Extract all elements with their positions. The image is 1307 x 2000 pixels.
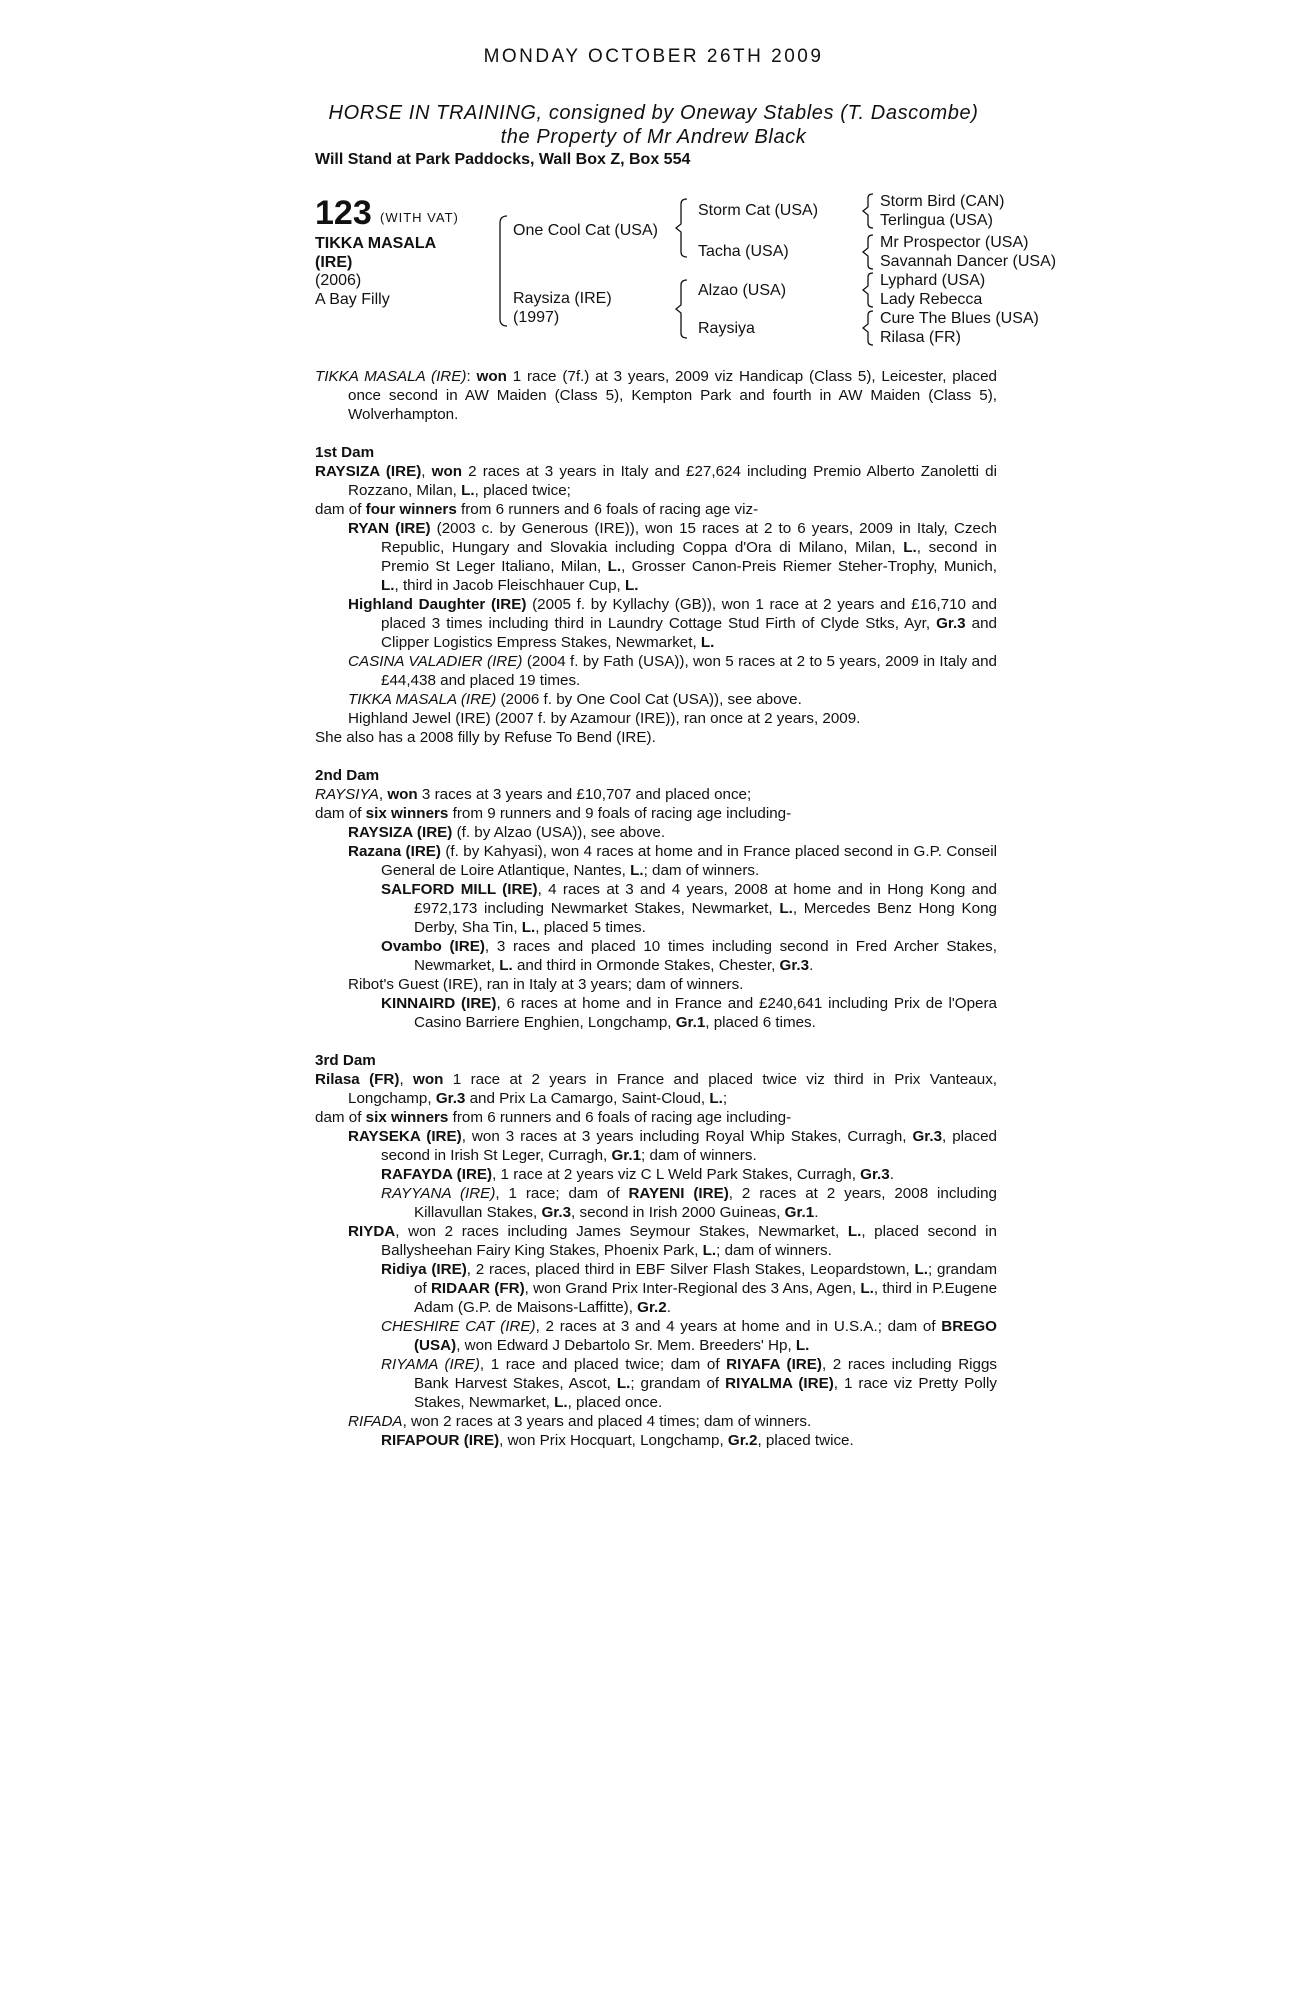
bold-text: RIDAAR (FR) xyxy=(430,1280,525,1297)
pedigree-entry xyxy=(315,785,997,804)
text-run: . xyxy=(814,1204,819,1221)
text-run: , 2 races, placed third in EBF Silver Flash Stakes, Leopardstown, xyxy=(466,1261,915,1278)
text-run: , won Edward J Debartolo Sr. Mem. Breeders' Hp, xyxy=(456,1337,796,1354)
bold-text: RIYDA xyxy=(348,1223,396,1240)
bold-text: Gr.3 xyxy=(435,1090,466,1107)
text-run: and Prix La Camargo, Saint-Cloud, xyxy=(465,1090,710,1107)
bold-text: won xyxy=(387,786,418,803)
pedigree-ggp-6: Lady Rebecca xyxy=(880,291,983,308)
horse-description: A Bay Filly xyxy=(315,291,390,308)
text-run: , second in Premio St Leger Italiano, Milan, xyxy=(381,539,997,575)
pedigree-entry xyxy=(315,519,997,595)
pedigree-entry xyxy=(315,1317,997,1355)
bold-text: Gr.2 xyxy=(637,1299,667,1316)
lot-number: 123 xyxy=(315,194,372,232)
pedigree-ggp-5: Lyphard (USA) xyxy=(880,272,986,289)
text-run: , placed 5 times. xyxy=(535,919,646,936)
text-run: ; xyxy=(722,1090,728,1107)
bold-text: Gr.2 xyxy=(727,1432,758,1449)
pedigree-entry xyxy=(315,652,997,690)
bold-text: four winners xyxy=(365,501,457,518)
text-run: (2005 f. by Kyllachy (GB)), won 1 race at 2 years and £16,710 and placed 3 times including third in Laundry Cottage Stud Firth of Clyde Stks, Ayr, xyxy=(381,596,997,632)
bold-text: RIFAPOUR (IRE) xyxy=(381,1432,500,1449)
section-title: 3rd Dam xyxy=(315,1052,376,1069)
bold-text: RAYSIZA (IRE) xyxy=(315,463,422,480)
section-title: 1st Dam xyxy=(315,444,375,461)
bold-text: Ridiya (IRE) xyxy=(381,1261,467,1278)
bold-text: won xyxy=(476,368,507,385)
pedigree-sire-bracket xyxy=(675,198,691,258)
bold-text: six winners xyxy=(365,805,449,822)
italic-text: CHESHIRE CAT (IRE) xyxy=(381,1318,536,1335)
bold-text: L. xyxy=(914,1261,929,1278)
bold-text: L. xyxy=(795,1337,810,1354)
text-run: , won 2 races at 3 years and placed 4 times; dam of winners. xyxy=(402,1413,812,1430)
pedigree-ggp-bracket-4 xyxy=(862,310,876,346)
text-run: , placed twice; xyxy=(474,482,571,499)
text-run: ; dam of winners. xyxy=(716,1242,832,1259)
italic-text: TIKKA MASALA (IRE) xyxy=(348,691,497,708)
pedigree-entry xyxy=(315,1070,997,1108)
bold-text: KINNAIRD (IRE) xyxy=(381,995,497,1012)
bold-text: six winners xyxy=(365,1109,449,1126)
section-title: 2nd Dam xyxy=(315,767,380,784)
bold-text: Rilasa (FR) xyxy=(315,1071,400,1088)
text-run: , 1 race and placed twice; dam of xyxy=(479,1356,727,1373)
bold-text: RAFAYDA (IRE) xyxy=(381,1166,493,1183)
bold-text: Razana (IRE) xyxy=(348,843,441,860)
pedigree-entry xyxy=(315,1127,997,1165)
bold-text: Gr.3 xyxy=(541,1204,572,1221)
text-run: , placed second in Ballysheehan Fairy King Stakes, Phoenix Park, xyxy=(381,1223,997,1259)
bold-text: RYAN (IRE) xyxy=(348,520,431,537)
text-run: (2004 f. by Fath (USA)), won 5 races at 2 to 5 years, 2009 in Italy and £44,438 and placed 19 times. xyxy=(381,653,997,689)
text-run: from 6 runners and 6 foals of racing age including- xyxy=(448,1109,792,1126)
pedigree-sire: One Cool Cat (USA) xyxy=(513,222,658,239)
text-run: , placed 6 times. xyxy=(705,1014,816,1031)
text-run: , won Prix Hocquart, Longchamp, xyxy=(499,1432,728,1449)
bold-text: L. xyxy=(616,1375,631,1392)
text-run: ; dam of winners. xyxy=(641,1147,757,1164)
text-run: , third in Jacob Fleischhauer Cup, xyxy=(394,577,625,594)
italic-text: RAYSIYA xyxy=(315,786,379,803)
text-run: , xyxy=(399,1071,414,1088)
pedigree-ggp-bracket-1 xyxy=(862,193,876,229)
pedigree-ggp-8: Rilasa (FR) xyxy=(880,329,961,346)
pedigree-entry xyxy=(315,975,997,994)
summary-paragraph xyxy=(315,367,997,424)
bold-text: Gr.3 xyxy=(912,1128,943,1145)
section-3 xyxy=(315,1051,997,1450)
sale-date: MONDAY OCTOBER 26TH 2009 xyxy=(483,46,824,67)
text-run: , 2 races at 3 and 4 years at home and in U.S.A.; dam of xyxy=(535,1318,942,1335)
italic-text: CASINA VALADIER (IRE) xyxy=(348,653,523,670)
text-run: ; dam of winners. xyxy=(643,862,760,879)
text-run: , placed twice. xyxy=(757,1432,854,1449)
italic-text: TIKKA MASALA (IRE) xyxy=(315,368,467,385)
vat-note: (WITH VAT) xyxy=(380,210,459,225)
horse-name-line1: TIKKA MASALA xyxy=(315,235,437,252)
bold-text: won xyxy=(413,1071,444,1088)
text-run: , 2 races including Riggs Bank Harvest Stakes, Ascot, xyxy=(414,1356,998,1392)
text-run: , 1 race at 2 years viz C L Weld Park Stakes, Curragh, xyxy=(492,1166,861,1183)
pedigree-ggp-2: Terlingua (USA) xyxy=(880,212,993,229)
pedigree-entry xyxy=(315,1108,997,1127)
text-run: , 4 races at 3 and 4 years, 2008 at home and in Hong Kong and £972,173 including Newmarket Stakes, Newmarket, xyxy=(414,881,997,917)
text-run: dam of xyxy=(315,501,366,518)
text-run: , Grosser Canon-Preis Riemer Steher-Trophy, Munich, xyxy=(621,558,998,575)
text-run: , second in Irish 2000 Guineas, xyxy=(571,1204,785,1221)
bold-text: L. xyxy=(702,1242,717,1259)
bold-text: BREGO (USA) xyxy=(414,1318,997,1354)
pedigree-dam-sire: Alzao (USA) xyxy=(698,282,787,299)
pedigree-entry xyxy=(315,842,997,880)
text-run: , xyxy=(378,786,388,803)
text-run: (f. by Kahyasi), won 4 races at home and in France placed second in G.P. Conseil General de Loire Atlantique, Nantes, xyxy=(381,843,997,879)
section-1 xyxy=(315,443,997,747)
pedigree-dam-year: (1997) xyxy=(513,309,560,326)
text-run: , 1 race; dam of xyxy=(495,1185,629,1202)
pedigree-ggp-bracket-3 xyxy=(862,272,876,308)
pedigree-sire-dam: Tacha (USA) xyxy=(698,243,789,260)
text-run: 1 race (7f.) at 3 years, 2009 viz Handicap (Class 5), Leicester, placed once second in AW Maiden (Class 5), Kempton Park and fourth in AW Maiden (Class 5), Wolverhampton. xyxy=(348,368,997,423)
horse-foaling-year: (2006) xyxy=(315,272,362,289)
bold-text: L. xyxy=(700,634,715,651)
text-run: Highland Jewel (IRE) (2007 f. by Azamour (IRE)), ran once at 2 years, 2009. xyxy=(348,710,861,727)
horse-name-line2: (IRE) xyxy=(315,254,353,271)
pedigree-entry xyxy=(315,1165,997,1184)
text-run: , third in P.Eugene Adam (G.P. de Maisons-Laffitte), xyxy=(414,1280,998,1316)
text-run: (f. by Alzao (USA)), see above. xyxy=(452,824,666,841)
pedigree-entry xyxy=(315,595,997,652)
bold-text: L. xyxy=(499,957,513,974)
pedigree-ggp-1: Storm Bird (CAN) xyxy=(880,193,1005,210)
text-run: dam of xyxy=(315,805,366,822)
bold-text: RIYALMA (IRE) xyxy=(725,1375,834,1392)
bold-text: RAYSEKA (IRE) xyxy=(348,1128,462,1145)
consignor-line: HORSE IN TRAINING, consigned by Oneway Stables (T. Dascombe) xyxy=(328,102,979,124)
bold-text: RAYENI (IRE) xyxy=(628,1185,729,1202)
text-run: , 1 race viz Pretty Polly Stakes, Newmarket, xyxy=(414,1375,997,1411)
dam-sections xyxy=(315,443,997,1469)
pedigree-entry xyxy=(315,690,997,709)
pedigree-sire-sire: Storm Cat (USA) xyxy=(698,202,819,219)
text-run: , 6 races at home and in France and £240,641 including Prix de l'Opera Casino Barriere Enghien, Longchamp, xyxy=(414,995,997,1031)
pedigree-entry xyxy=(315,1222,997,1260)
text-run: dam of xyxy=(315,1109,366,1126)
text-run: She also has a 2008 filly by Refuse To Bend (IRE). xyxy=(315,729,656,746)
pedigree-entry xyxy=(315,462,997,500)
pedigree-ggp-bracket-2 xyxy=(862,234,876,270)
stand-location: Will Stand at Park Paddocks, Wall Box Z, Box 554 xyxy=(315,151,691,168)
pedigree-entry xyxy=(315,804,997,823)
bold-text: RIYAFA (IRE) xyxy=(726,1356,822,1373)
bold-text: SALFORD MILL (IRE) xyxy=(381,881,538,898)
italic-text: RIFADA xyxy=(348,1413,403,1430)
pedigree-entry xyxy=(315,1412,997,1431)
text-run: ; grandam of xyxy=(630,1375,726,1392)
text-run: and Clipper Logistics Empress Stakes, Newmarket, xyxy=(381,615,998,651)
pedigree-entry xyxy=(315,880,997,937)
bold-text: Gr.3 xyxy=(779,957,810,974)
pedigree-entry xyxy=(315,709,997,728)
text-run: , placed second in Irish St Leger, Curragh, xyxy=(381,1128,997,1164)
text-run: (2003 c. by Generous (IRE)), won 15 races at 2 to 6 years, 2009 in Italy, Czech Republic, Hungary and Slovakia including Coppa d'Ora di Milano, Milan, xyxy=(381,520,997,556)
text-run: from 6 runners and 6 foals of racing age viz- xyxy=(456,501,759,518)
pedigree-entry xyxy=(315,1260,997,1317)
text-run: , 2 races at 2 years, 2008 including Killavullan Stakes, xyxy=(414,1185,997,1221)
bold-text: Gr.1 xyxy=(611,1147,642,1164)
text-run: . xyxy=(809,957,814,974)
text-run: 2 races at 3 years in Italy and £27,624 including Premio Alberto Zanoletti di Rozzano, Milan, xyxy=(348,463,997,499)
pedigree-dam-bracket xyxy=(675,279,691,339)
bold-text: Gr.1 xyxy=(784,1204,815,1221)
text-run: , placed once. xyxy=(567,1394,663,1411)
horse-name xyxy=(315,234,475,272)
text-run: Ribot's Guest (IRE), ran in Italy at 3 years; dam of winners. xyxy=(348,976,744,993)
pedigree-entry xyxy=(315,823,997,842)
pedigree-entry xyxy=(315,937,997,975)
bold-text: L. xyxy=(381,577,395,594)
bold-text: L. xyxy=(903,539,917,556)
bold-text: L. xyxy=(607,558,622,575)
pedigree-ggp-7: Cure The Blues (USA) xyxy=(880,310,1039,327)
bold-text: Highland Daughter (IRE) xyxy=(348,596,527,613)
bold-text: L. xyxy=(624,577,639,594)
pedigree-dam: Raysiza (IRE) xyxy=(513,290,612,307)
text-run: ; grandam of xyxy=(414,1261,997,1297)
bold-text: L. xyxy=(554,1394,568,1411)
bold-text: won xyxy=(431,463,462,480)
pedigree-entry xyxy=(315,1355,997,1412)
bold-text: Gr.3 xyxy=(936,615,966,632)
text-run: from 9 runners and 9 foals of racing age including- xyxy=(448,805,792,822)
text-run: 3 races at 3 years and £10,707 and placed once; xyxy=(417,786,752,803)
pedigree-entry xyxy=(315,728,997,747)
text-run: , won 3 races at 3 years including Royal Whip Stakes, Curragh, xyxy=(461,1128,913,1145)
bold-text: Gr.1 xyxy=(675,1014,706,1031)
bold-text: Gr.3 xyxy=(860,1166,890,1183)
text-run: : xyxy=(466,368,477,385)
bold-text: RAYSIZA (IRE) xyxy=(348,824,453,841)
bold-text: L. xyxy=(521,919,536,936)
italic-text: RAYYANA (IRE) xyxy=(381,1185,496,1202)
text-run: , xyxy=(421,463,432,480)
text-run: , won Grand Prix Inter-Regional des 3 Ans, Agen, xyxy=(524,1280,861,1297)
owner-line: the Property of Mr Andrew Black xyxy=(500,126,807,148)
pedigree-main-bracket xyxy=(495,215,509,327)
bold-text: L. xyxy=(779,900,793,917)
italic-text: RIYAMA (IRE) xyxy=(381,1356,480,1373)
text-run: , 3 races and placed 10 times including second in Fred Archer Stakes, Newmarket, xyxy=(414,938,997,974)
text-run: and third in Ormonde Stakes, Chester, xyxy=(512,957,780,974)
text-run: , Mercedes Benz Hong Kong Derby, Sha Tin, xyxy=(414,900,997,936)
pedigree-entry xyxy=(315,1184,997,1222)
bold-text: L. xyxy=(860,1280,874,1297)
bold-text: L. xyxy=(630,862,644,879)
bold-text: L. xyxy=(847,1223,862,1240)
bold-text: L. xyxy=(709,1090,723,1107)
text-run: (2006 f. by One Cool Cat (USA)), see above. xyxy=(496,691,802,708)
pedigree-entry xyxy=(315,994,997,1032)
pedigree-ggp-3: Mr Prospector (USA) xyxy=(880,234,1029,251)
pedigree-dam-dam: Raysiya xyxy=(698,320,755,337)
bold-text: L. xyxy=(461,482,475,499)
text-run: . xyxy=(889,1166,894,1183)
racing-summary xyxy=(315,367,997,424)
pedigree-entry xyxy=(315,500,997,519)
text-run: . xyxy=(666,1299,671,1316)
pedigree-ggp-4: Savannah Dancer (USA) xyxy=(880,253,1057,270)
text-run: 1 race at 2 years in France and placed twice viz third in Prix Vanteaux, Longchamp, xyxy=(348,1071,998,1107)
section-2 xyxy=(315,766,997,1032)
pedigree-entry xyxy=(315,1431,997,1450)
text-run: , won 2 races including James Seymour Stakes, Newmarket, xyxy=(395,1223,848,1240)
bold-text: Ovambo (IRE) xyxy=(381,938,485,955)
